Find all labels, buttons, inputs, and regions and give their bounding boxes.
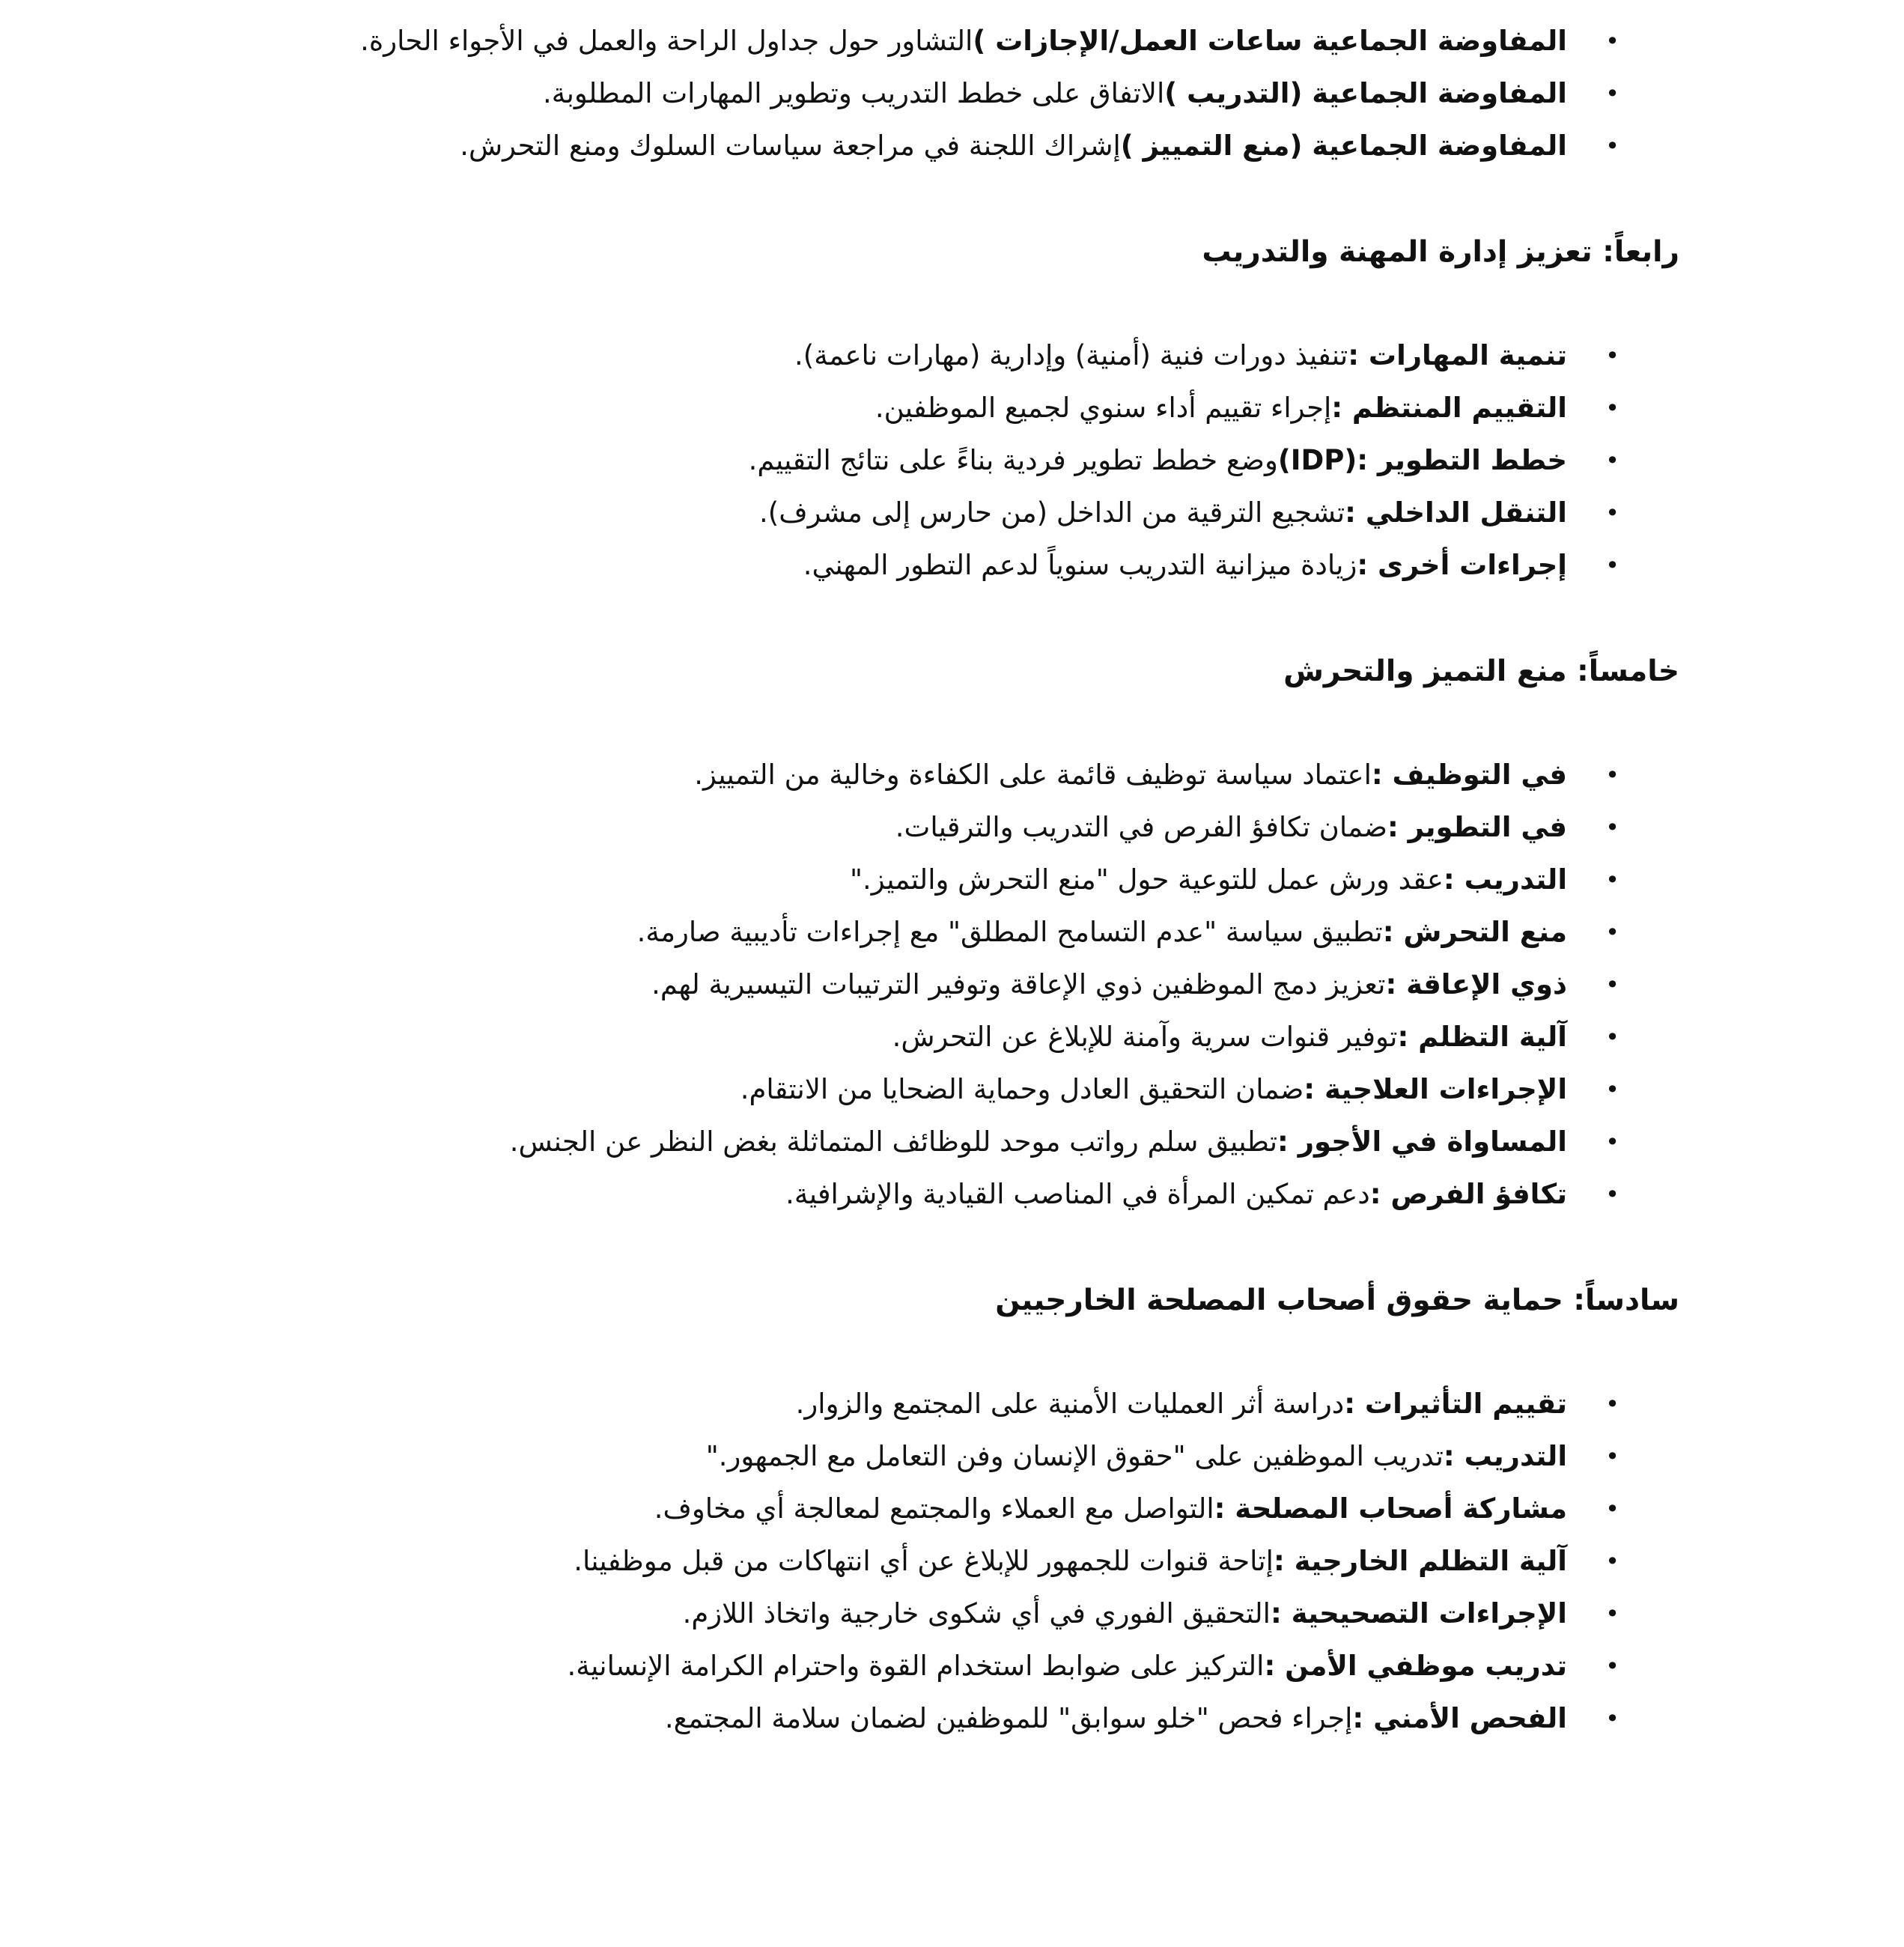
item-text: اعتماد سياسة توظيف قائمة على الكفاءة وخالية من التمييز. (694, 759, 1372, 791)
bullet-icon: • (1605, 499, 1619, 527)
list-item (145, 1378, 1619, 1430)
bullet-icon: • (1605, 1390, 1619, 1418)
bullet-icon: • (1605, 761, 1619, 789)
item-term: التدريب : (1443, 863, 1567, 896)
list-item (145, 1063, 1619, 1116)
list-item (145, 959, 1619, 1011)
item-term: إجراءات أخرى : (1357, 549, 1567, 581)
item-term: التدريب : (1443, 1440, 1567, 1472)
item-term: الإجراءات التصحيحية : (1270, 1597, 1567, 1629)
item-text: التشاور حول جداول الراحة والعمل في الأجواء الحارة. (360, 25, 973, 57)
item-text: وضع خطط تطوير فردية بناءً على نتائج التقييم. (748, 444, 1278, 476)
list-item (145, 1168, 1619, 1221)
item-text: التركيز على ضوابط استخدام القوة واحترام الكرامة الإنسانية. (567, 1650, 1265, 1682)
item-term: في التطوير : (1387, 811, 1567, 843)
bullet-icon: • (1605, 79, 1619, 108)
list-item (145, 120, 1619, 172)
item-term: في التوظيف : (1371, 759, 1567, 791)
item-text: زيادة ميزانية التدريب سنوياً لدعم التطور المهني. (803, 549, 1357, 581)
item-text: التواصل مع العملاء والمجتمع لمعالجة أي مخاوف. (654, 1492, 1214, 1525)
bullet-icon: • (1605, 1704, 1619, 1733)
item-text: تدريب الموظفين على "حقوق الإنسان وفن التعامل مع الجمهور." (705, 1440, 1444, 1472)
item-text: إجراء تقييم أداء سنوي لجميع الموظفين. (875, 392, 1332, 424)
section-list (145, 1378, 1679, 1745)
item-term: الإجراءات العلاجية : (1304, 1073, 1567, 1105)
bullet-icon: • (1605, 551, 1619, 580)
list-item (145, 1588, 1619, 1640)
list-item (145, 329, 1619, 382)
item-term: المفاوضة الجماعية (التدريب ) (1164, 77, 1567, 109)
item-term: المساواة في الأجور : (1277, 1126, 1567, 1158)
bullet-icon: • (1605, 446, 1619, 475)
list-item (145, 1483, 1619, 1535)
bullet-icon: • (1605, 918, 1619, 947)
item-term: آلية التظلم الخارجية : (1273, 1545, 1567, 1577)
list-item (145, 434, 1619, 487)
item-text: عقد ورش عمل للتوعية حول "منع التحرش والتميز." (850, 863, 1444, 896)
item-term: منع التحرش : (1382, 916, 1567, 948)
list-item (145, 1692, 1619, 1745)
section-heading: رابعاً: تعزيز إدارة المهنة والتدريب (1202, 235, 1679, 269)
bullet-icon: • (1605, 1023, 1619, 1051)
item-text: إتاحة قنوات للجمهور للإبلاغ عن أي انتهاكات من قبل موظفينا. (574, 1545, 1274, 1577)
list-item (145, 854, 1619, 906)
item-text: تطبيق سلم رواتب موحد للوظائف المتماثلة بغض النظر عن الجنس. (509, 1126, 1278, 1158)
bullet-icon: • (1605, 1652, 1619, 1680)
bullet-icon: • (1605, 1128, 1619, 1156)
item-term: المفاوضة الجماعية ساعات العمل/الإجازات ) (973, 25, 1567, 57)
bullet-icon: • (1605, 1600, 1619, 1628)
item-text: تنفيذ دورات فنية (أمنية) وإدارية (مهارات ناعمة). (794, 339, 1348, 371)
item-term: المفاوضة الجماعية (منع التمييز ) (1120, 130, 1567, 162)
bullet-icon: • (1605, 1547, 1619, 1576)
bullet-icon: • (1605, 394, 1619, 422)
bullet-icon: • (1605, 971, 1619, 999)
item-text: توفير قنوات سرية وآمنة للإبلاغ عن التحرش. (892, 1021, 1398, 1053)
item-term: ذوي الإعاقة : (1385, 968, 1567, 1000)
document-content (145, 15, 1679, 1745)
item-text: إجراء فحص "خلو سوابق" للموظفين لضمان سلامة المجتمع. (664, 1702, 1353, 1734)
list-item (145, 749, 1619, 801)
item-text: دعم تمكين المرأة في المناصب القيادية والإشرافية. (785, 1178, 1370, 1210)
item-term: آلية التظلم : (1397, 1021, 1567, 1053)
item-term: تنمية المهارات : (1348, 339, 1567, 371)
list-item (145, 67, 1619, 120)
item-term: مشاركة أصحاب المصلحة : (1214, 1492, 1567, 1525)
item-text: ضمان تكافؤ الفرص في التدريب والترقيات. (895, 811, 1387, 843)
item-text: الاتفاق على خطط التدريب وتطوير المهارات المطلوبة. (543, 77, 1165, 109)
list-item (145, 15, 1619, 67)
list-item (145, 1535, 1619, 1588)
item-text: دراسة أثر العمليات الأمنية على المجتمع والزوار. (795, 1388, 1345, 1420)
section-list (145, 749, 1679, 1221)
item-text: ضمان التحقيق العادل وحماية الضحايا من الانتقام. (740, 1073, 1304, 1105)
item-term: التقييم المنتظم : (1331, 392, 1567, 424)
item-text: تشجيع الترقية من الداخل (من حارس إلى مشرف). (759, 496, 1345, 529)
item-text: التحقيق الفوري في أي شكوى خارجية واتخاذ اللازم. (682, 1597, 1271, 1629)
item-term: خطط التطوير :(IDP) (1277, 444, 1567, 476)
list-item (145, 539, 1619, 592)
intro-list (145, 15, 1679, 172)
list-item (145, 382, 1619, 434)
section-list (145, 329, 1679, 592)
bullet-icon: • (1605, 866, 1619, 894)
bullet-icon: • (1605, 1442, 1619, 1471)
section-heading: سادساً: حماية حقوق أصحاب المصلحة الخارجيين (995, 1284, 1679, 1317)
bullet-icon: • (1605, 1180, 1619, 1209)
section-heading: خامساً: منع التميز والتحرش (1283, 654, 1679, 688)
item-text: إشراك اللجنة في مراجعة سياسات السلوك ومنع التحرش. (460, 130, 1121, 162)
list-item (145, 1430, 1619, 1483)
item-text: تطبيق سياسة "عدم التسامح المطلق" مع إجراءات تأديبية صارمة. (636, 916, 1383, 948)
bullet-icon: • (1605, 132, 1619, 160)
item-text: تعزيز دمج الموظفين ذوي الإعاقة وتوفير الترتيبات التيسيرية لهم. (651, 968, 1386, 1000)
list-item (145, 1640, 1619, 1692)
bullet-icon: • (1605, 1075, 1619, 1104)
list-item (145, 906, 1619, 959)
list-item (145, 801, 1619, 854)
list-item (145, 1116, 1619, 1168)
list-item (145, 1011, 1619, 1063)
bullet-icon: • (1605, 27, 1619, 55)
item-term: التنقل الداخلي : (1345, 496, 1567, 529)
item-term: تقييم التأثيرات : (1344, 1388, 1567, 1420)
bullet-icon: • (1605, 1495, 1619, 1523)
list-item (145, 487, 1619, 539)
bullet-icon: • (1605, 813, 1619, 842)
bullet-icon: • (1605, 341, 1619, 370)
item-term: تدريب موظفي الأمن : (1264, 1650, 1567, 1682)
item-term: الفحص الأمني : (1352, 1702, 1567, 1734)
item-term: تكافؤ الفرص : (1369, 1178, 1567, 1210)
